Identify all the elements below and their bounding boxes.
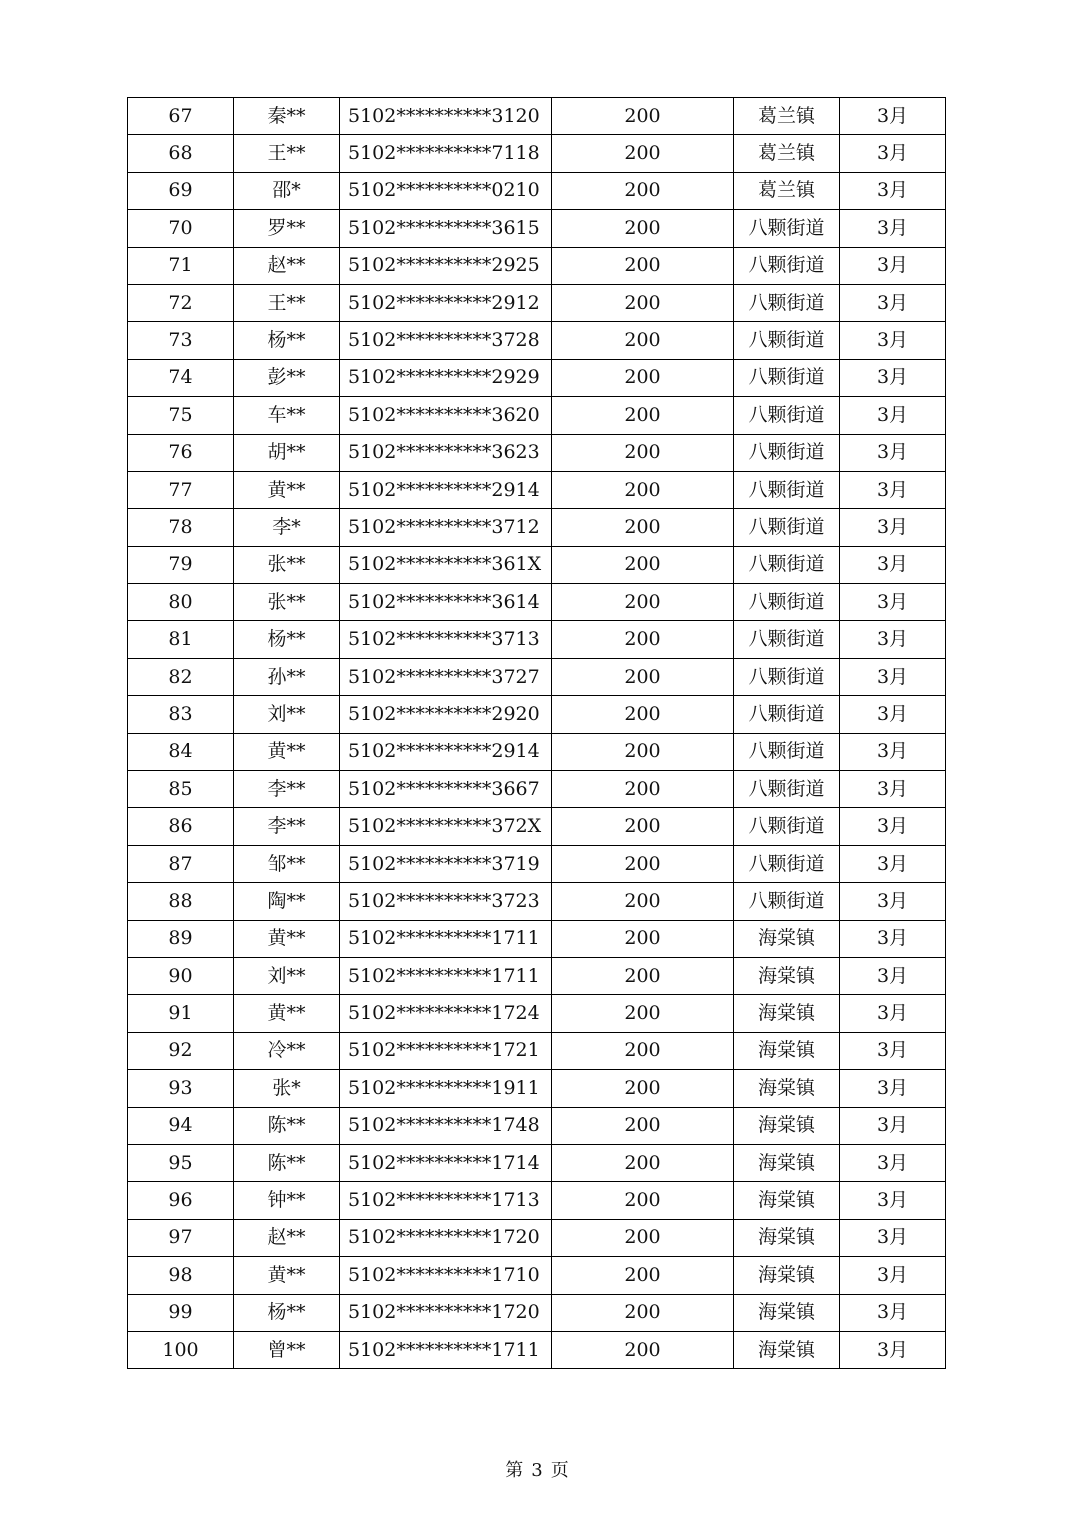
row-number-cell: 99 — [128, 1294, 234, 1331]
table-row — [128, 284, 946, 321]
id-number-cell: 5102**********3620 — [340, 397, 552, 434]
month-cell: 3月 — [840, 696, 946, 733]
township-cell: 八颗街道 — [734, 621, 840, 658]
row-number-cell: 82 — [128, 658, 234, 695]
name-cell: 王** — [234, 135, 340, 172]
row-number-cell: 94 — [128, 1107, 234, 1144]
id-number-cell: 5102**********2920 — [340, 696, 552, 733]
row-number-cell: 91 — [128, 995, 234, 1032]
name-cell: 陶** — [234, 883, 340, 920]
month-cell: 3月 — [840, 621, 946, 658]
name-cell: 冷** — [234, 1032, 340, 1069]
amount-cell: 200 — [552, 621, 734, 658]
amount-cell: 200 — [552, 584, 734, 621]
table-row — [128, 1032, 946, 1069]
month-cell: 3月 — [840, 1070, 946, 1107]
id-number-cell: 5102**********3712 — [340, 509, 552, 546]
amount-cell: 200 — [552, 1257, 734, 1294]
month-cell: 3月 — [840, 247, 946, 284]
footer-prefix: 第 — [505, 1460, 524, 1481]
row-number-cell: 74 — [128, 359, 234, 396]
name-cell: 杨** — [234, 621, 340, 658]
month-cell: 3月 — [840, 920, 946, 957]
month-cell: 3月 — [840, 135, 946, 172]
name-cell: 黄** — [234, 733, 340, 770]
amount-cell: 200 — [552, 98, 734, 135]
amount-cell: 200 — [552, 957, 734, 994]
township-cell: 葛兰镇 — [734, 135, 840, 172]
table-row — [128, 995, 946, 1032]
row-number-cell: 79 — [128, 546, 234, 583]
amount-cell: 200 — [552, 995, 734, 1032]
table-row — [128, 434, 946, 471]
month-cell: 3月 — [840, 845, 946, 882]
amount-cell: 200 — [552, 1107, 734, 1144]
row-number-cell: 97 — [128, 1219, 234, 1256]
amount-cell: 200 — [552, 920, 734, 957]
row-number-cell: 75 — [128, 397, 234, 434]
amount-cell: 200 — [552, 546, 734, 583]
name-cell: 黄** — [234, 920, 340, 957]
id-number-cell: 5102**********3728 — [340, 322, 552, 359]
amount-cell: 200 — [552, 210, 734, 247]
amount-cell: 200 — [552, 1219, 734, 1256]
month-cell: 3月 — [840, 584, 946, 621]
table-row — [128, 771, 946, 808]
table-row — [128, 808, 946, 845]
amount-cell: 200 — [552, 1032, 734, 1069]
table-row — [128, 247, 946, 284]
name-cell: 黄** — [234, 995, 340, 1032]
name-cell: 张** — [234, 546, 340, 583]
table-row — [128, 883, 946, 920]
amount-cell: 200 — [552, 509, 734, 546]
table-row — [128, 920, 946, 957]
name-cell: 曾** — [234, 1331, 340, 1368]
township-cell: 海棠镇 — [734, 1294, 840, 1331]
month-cell: 3月 — [840, 808, 946, 845]
id-number-cell: 5102**********7118 — [340, 135, 552, 172]
name-cell: 张* — [234, 1070, 340, 1107]
month-cell: 3月 — [840, 546, 946, 583]
table-row — [128, 546, 946, 583]
amount-cell: 200 — [552, 808, 734, 845]
township-cell: 海棠镇 — [734, 1107, 840, 1144]
name-cell: 黄** — [234, 471, 340, 508]
name-cell: 王** — [234, 284, 340, 321]
id-number-cell: 5102**********1721 — [340, 1032, 552, 1069]
name-cell: 邹** — [234, 845, 340, 882]
id-number-cell: 5102**********3615 — [340, 210, 552, 247]
name-cell: 陈** — [234, 1107, 340, 1144]
table-row — [128, 359, 946, 396]
name-cell: 张** — [234, 584, 340, 621]
name-cell: 杨** — [234, 322, 340, 359]
table-row — [128, 621, 946, 658]
name-cell: 罗** — [234, 210, 340, 247]
table-row — [128, 658, 946, 695]
amount-cell: 200 — [552, 471, 734, 508]
page-number: 3 — [531, 1460, 543, 1481]
table-row — [128, 1219, 946, 1256]
name-cell: 钟** — [234, 1182, 340, 1219]
table-row — [128, 322, 946, 359]
amount-cell: 200 — [552, 434, 734, 471]
table-row — [128, 135, 946, 172]
row-number-cell: 80 — [128, 584, 234, 621]
township-cell: 海棠镇 — [734, 957, 840, 994]
amount-cell: 200 — [552, 359, 734, 396]
amount-cell: 200 — [552, 696, 734, 733]
month-cell: 3月 — [840, 397, 946, 434]
month-cell: 3月 — [840, 1257, 946, 1294]
name-cell: 孙** — [234, 658, 340, 695]
month-cell: 3月 — [840, 471, 946, 508]
month-cell: 3月 — [840, 1219, 946, 1256]
amount-cell: 200 — [552, 135, 734, 172]
row-number-cell: 86 — [128, 808, 234, 845]
amount-cell: 200 — [552, 771, 734, 808]
id-number-cell: 5102**********3727 — [340, 658, 552, 695]
amount-cell: 200 — [552, 247, 734, 284]
table-row — [128, 471, 946, 508]
township-cell: 八颗街道 — [734, 696, 840, 733]
id-number-cell: 5102**********372X — [340, 808, 552, 845]
id-number-cell: 5102**********3614 — [340, 584, 552, 621]
id-number-cell: 5102**********1720 — [340, 1219, 552, 1256]
name-cell: 黄** — [234, 1257, 340, 1294]
amount-cell: 200 — [552, 1070, 734, 1107]
table-row — [128, 845, 946, 882]
row-number-cell: 83 — [128, 696, 234, 733]
row-number-cell: 78 — [128, 509, 234, 546]
name-cell: 杨** — [234, 1294, 340, 1331]
id-number-cell: 5102**********3667 — [340, 771, 552, 808]
id-number-cell: 5102**********3723 — [340, 883, 552, 920]
table-row — [128, 957, 946, 994]
roster-table — [127, 97, 946, 1369]
id-number-cell: 5102**********2929 — [340, 359, 552, 396]
township-cell: 八颗街道 — [734, 883, 840, 920]
township-cell: 葛兰镇 — [734, 172, 840, 209]
amount-cell: 200 — [552, 883, 734, 920]
row-number-cell: 89 — [128, 920, 234, 957]
table-row — [128, 1144, 946, 1181]
footer-suffix: 页 — [550, 1460, 569, 1481]
row-number-cell: 81 — [128, 621, 234, 658]
row-number-cell: 85 — [128, 771, 234, 808]
id-number-cell: 5102**********1714 — [340, 1144, 552, 1181]
table-row — [128, 1257, 946, 1294]
month-cell: 3月 — [840, 210, 946, 247]
month-cell: 3月 — [840, 1032, 946, 1069]
table-row — [128, 1331, 946, 1368]
table-row — [128, 733, 946, 770]
id-number-cell: 5102**********2914 — [340, 733, 552, 770]
id-number-cell: 5102**********2925 — [340, 247, 552, 284]
name-cell: 李** — [234, 771, 340, 808]
id-number-cell: 5102**********3120 — [340, 98, 552, 135]
name-cell: 刘** — [234, 957, 340, 994]
name-cell: 胡** — [234, 434, 340, 471]
month-cell: 3月 — [840, 771, 946, 808]
id-number-cell: 5102**********1713 — [340, 1182, 552, 1219]
row-number-cell: 90 — [128, 957, 234, 994]
name-cell: 李** — [234, 808, 340, 845]
township-cell: 八颗街道 — [734, 509, 840, 546]
month-cell: 3月 — [840, 1182, 946, 1219]
township-cell: 八颗街道 — [734, 845, 840, 882]
township-cell: 海棠镇 — [734, 995, 840, 1032]
township-cell: 八颗街道 — [734, 210, 840, 247]
amount-cell: 200 — [552, 322, 734, 359]
month-cell: 3月 — [840, 1144, 946, 1181]
month-cell: 3月 — [840, 1107, 946, 1144]
table-row — [128, 210, 946, 247]
row-number-cell: 68 — [128, 135, 234, 172]
row-number-cell: 98 — [128, 1257, 234, 1294]
name-cell: 赵** — [234, 247, 340, 284]
row-number-cell: 96 — [128, 1182, 234, 1219]
table-row — [128, 397, 946, 434]
table-row — [128, 696, 946, 733]
row-number-cell: 87 — [128, 845, 234, 882]
row-number-cell: 70 — [128, 210, 234, 247]
month-cell: 3月 — [840, 434, 946, 471]
name-cell: 彭** — [234, 359, 340, 396]
name-cell: 刘** — [234, 696, 340, 733]
township-cell: 八颗街道 — [734, 771, 840, 808]
township-cell: 八颗街道 — [734, 471, 840, 508]
township-cell: 海棠镇 — [734, 1070, 840, 1107]
amount-cell: 200 — [552, 658, 734, 695]
month-cell: 3月 — [840, 733, 946, 770]
name-cell: 赵** — [234, 1219, 340, 1256]
row-number-cell: 76 — [128, 434, 234, 471]
township-cell: 八颗街道 — [734, 733, 840, 770]
id-number-cell: 5102**********2912 — [340, 284, 552, 321]
table-row — [128, 1070, 946, 1107]
township-cell: 八颗街道 — [734, 808, 840, 845]
month-cell: 3月 — [840, 322, 946, 359]
name-cell: 邵* — [234, 172, 340, 209]
amount-cell: 200 — [552, 397, 734, 434]
township-cell: 海棠镇 — [734, 1257, 840, 1294]
id-number-cell: 5102**********2914 — [340, 471, 552, 508]
township-cell: 海棠镇 — [734, 1144, 840, 1181]
month-cell: 3月 — [840, 1331, 946, 1368]
township-cell: 八颗街道 — [734, 546, 840, 583]
row-number-cell: 69 — [128, 172, 234, 209]
id-number-cell: 5102**********361X — [340, 546, 552, 583]
township-cell: 八颗街道 — [734, 284, 840, 321]
month-cell: 3月 — [840, 172, 946, 209]
row-number-cell: 67 — [128, 98, 234, 135]
township-cell: 八颗街道 — [734, 397, 840, 434]
row-number-cell: 92 — [128, 1032, 234, 1069]
amount-cell: 200 — [552, 845, 734, 882]
month-cell: 3月 — [840, 359, 946, 396]
row-number-cell: 100 — [128, 1331, 234, 1368]
table-row — [128, 98, 946, 135]
amount-cell: 200 — [552, 1331, 734, 1368]
id-number-cell: 5102**********1720 — [340, 1294, 552, 1331]
amount-cell: 200 — [552, 1182, 734, 1219]
township-cell: 葛兰镇 — [734, 98, 840, 135]
amount-cell: 200 — [552, 172, 734, 209]
amount-cell: 200 — [552, 733, 734, 770]
id-number-cell: 5102**********1748 — [340, 1107, 552, 1144]
township-cell: 海棠镇 — [734, 920, 840, 957]
township-cell: 八颗街道 — [734, 434, 840, 471]
table-row — [128, 509, 946, 546]
table-row — [128, 584, 946, 621]
row-number-cell: 71 — [128, 247, 234, 284]
amount-cell: 200 — [552, 1294, 734, 1331]
id-number-cell: 5102**********1911 — [340, 1070, 552, 1107]
id-number-cell: 5102**********0210 — [340, 172, 552, 209]
township-cell: 海棠镇 — [734, 1182, 840, 1219]
month-cell: 3月 — [840, 1294, 946, 1331]
month-cell: 3月 — [840, 98, 946, 135]
row-number-cell: 73 — [128, 322, 234, 359]
table-row — [128, 1182, 946, 1219]
name-cell: 陈** — [234, 1144, 340, 1181]
id-number-cell: 5102**********3623 — [340, 434, 552, 471]
month-cell: 3月 — [840, 509, 946, 546]
id-number-cell: 5102**********1711 — [340, 1331, 552, 1368]
row-number-cell: 84 — [128, 733, 234, 770]
table-row — [128, 1107, 946, 1144]
township-cell: 八颗街道 — [734, 322, 840, 359]
township-cell: 海棠镇 — [734, 1331, 840, 1368]
month-cell: 3月 — [840, 995, 946, 1032]
month-cell: 3月 — [840, 957, 946, 994]
row-number-cell: 72 — [128, 284, 234, 321]
id-number-cell: 5102**********1711 — [340, 957, 552, 994]
township-cell: 八颗街道 — [734, 359, 840, 396]
id-number-cell: 5102**********1711 — [340, 920, 552, 957]
name-cell: 秦** — [234, 98, 340, 135]
name-cell: 李* — [234, 509, 340, 546]
roster-table-body — [128, 98, 946, 1369]
amount-cell: 200 — [552, 284, 734, 321]
id-number-cell: 5102**********3713 — [340, 621, 552, 658]
row-number-cell: 88 — [128, 883, 234, 920]
amount-cell: 200 — [552, 1144, 734, 1181]
township-cell: 八颗街道 — [734, 247, 840, 284]
id-number-cell: 5102**********1710 — [340, 1257, 552, 1294]
table-row — [128, 172, 946, 209]
id-number-cell: 5102**********3719 — [340, 845, 552, 882]
row-number-cell: 95 — [128, 1144, 234, 1181]
table-row — [128, 1294, 946, 1331]
month-cell: 3月 — [840, 883, 946, 920]
month-cell: 3月 — [840, 284, 946, 321]
row-number-cell: 93 — [128, 1070, 234, 1107]
township-cell: 八颗街道 — [734, 658, 840, 695]
township-cell: 海棠镇 — [734, 1032, 840, 1069]
township-cell: 海棠镇 — [734, 1219, 840, 1256]
id-number-cell: 5102**********1724 — [340, 995, 552, 1032]
month-cell: 3月 — [840, 658, 946, 695]
name-cell: 车** — [234, 397, 340, 434]
row-number-cell: 77 — [128, 471, 234, 508]
township-cell: 八颗街道 — [734, 584, 840, 621]
page-footer — [0, 1456, 1074, 1482]
